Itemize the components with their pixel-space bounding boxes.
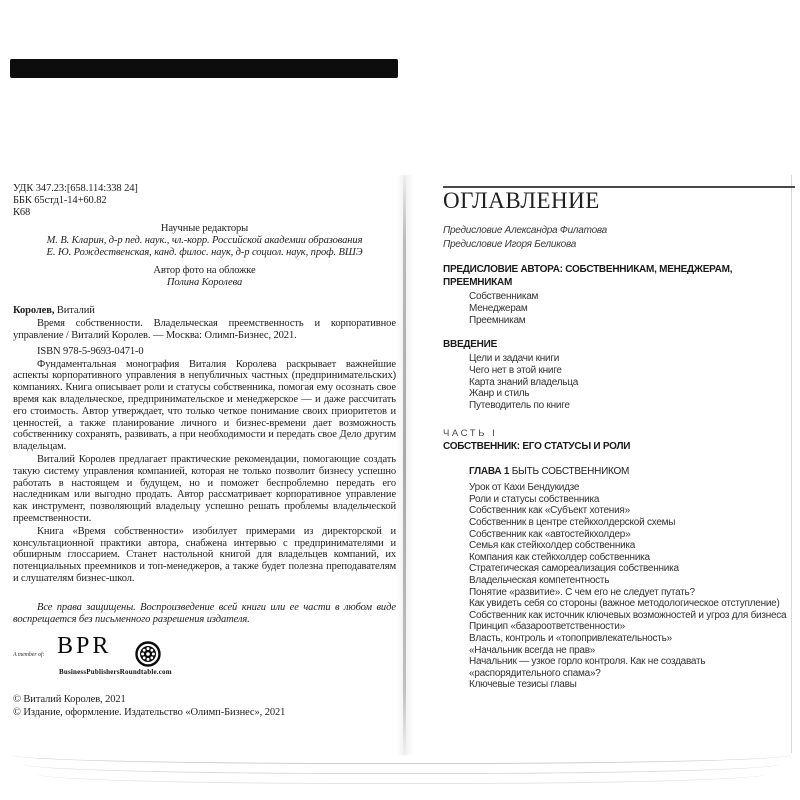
toc-entry: Семья как стейкхолдер собственника	[469, 540, 636, 552]
imprint-page	[13, 183, 396, 719]
annotation-paragraph-3: Книга «Время собственности» изобилует примерами из директорской и консультационной практики автора, снабжена интервью с предпринимателями и обширным глоссарием. Станет настольной книгой для владельцев компаний, их потенциальных преемников и топ-менеджеров, а также будет полезна преподавателям и слушателям бизнес-школ.	[13, 525, 396, 584]
toc-entry: Преемникам	[469, 314, 526, 326]
toc-title: ОГЛАВЛЕНИЕ	[443, 188, 600, 213]
toc-entry: Принцип «базароответственности»	[469, 621, 625, 633]
toc-part-1	[443, 427, 795, 454]
toc-entry: Менеджерам	[469, 302, 528, 314]
annotation-paragraph-1: Фундаментальная монография Виталия Королева раскрывает важнейшие аспекты корпоративного управления в непубличных частных (предпринимательских) компаниях. Книга описывает роли и статусы собственника, помогая ему осознать свое время как владельческое, предпринимательское и менеджерское — и даже рассчитать его стоимость. Автор утверждает, что только четкое понимание своих приоритетов и ценностей, а также планирование личного и бизнес-времени дает возможность собственнику сохранять, развивать, а при необходимости и передать свое Дело другим владельцам.	[13, 358, 396, 453]
toc-entry: Начальник — узкое горло контроля. Как не создавать «распорядительного спама»?	[469, 656, 706, 679]
author-surname: Королев,	[13, 305, 55, 317]
publisher-logo-block	[13, 633, 396, 685]
toc-section-heading: ПРЕДИСЛОВИЕ АВТОРА: СОБСТВЕННИКАМ, МЕНЕДЖЕРАМ, ПРЕЕМНИКАМ	[443, 264, 733, 288]
copyright-publisher: © Издание, оформление. Издательство «Олимп-Бизнес», 2021	[13, 707, 286, 719]
classification-block	[13, 183, 396, 218]
toc-chapter-1	[443, 465, 795, 691]
rights-notice: Все права защищены. Воспроизведение всей книги или ее части в любом виде воспрещается без письменного разрешения издателя.	[13, 601, 396, 625]
toc-section-heading: ВВЕДЕНИЕ	[443, 338, 497, 350]
book-code-line: К68	[13, 206, 31, 218]
editors-heading: Научные редакторы	[160, 223, 249, 235]
toc-entry: «Начальник всегда не прав»	[469, 644, 596, 656]
author-line	[13, 305, 396, 317]
page-block-bottom-edge	[36, 774, 766, 784]
toc-entry: Собственник как «автостейкхолдер»	[469, 528, 631, 540]
toc-part-label: ЧАСТЬ I	[443, 428, 498, 440]
editor-1: М. В. Кларин, д-р пед. наук., чл.-корр. Российской академии образования	[46, 235, 363, 247]
toc-entry: Чего нет в этой книге	[469, 364, 562, 376]
toc-prefaces	[443, 224, 795, 252]
toc-entry: Как увидеть себя со стороны (важное методологическое отступление)	[469, 598, 780, 610]
toc-entry: Собственник как источник ключевых возможностей и угроз для бизнеса	[469, 609, 787, 621]
bibliographic-description: Время собственности. Владельческая преемственность и корпоративное управление / Виталий Королев. — Москва: Олимп-Бизнес, 2021.	[13, 318, 396, 341]
toc-entry: Стратегическая самореализация собственника	[469, 563, 679, 575]
photo-credit-author: Полина Королева	[166, 276, 243, 288]
toc-section-introduction	[443, 338, 795, 413]
toc-entry: Собственник как «Субъект хотения»	[469, 505, 630, 517]
toc-entry: Владельческая компетентность	[469, 575, 610, 586]
toc-entry: Собственникам	[469, 291, 539, 302]
toc-section-items	[443, 291, 795, 327]
page-block-bottom-edge	[22, 764, 780, 774]
toc-entry: Жанр и стиль	[469, 388, 530, 400]
annotation-paragraph-2: Виталий Королев предлагает практические рекомендации, помогающие создать такую систему управления компанией, которая не только позволит бизнесу успешно работать в настоящем и будущем, но и поможет беспроблемно передать его наследникам или выгодно продать. Автор рассматривает корпоративное управление как инструмент, позволяющий владельцу успешно решать проблемы владельческой преемственности.	[13, 453, 396, 524]
author-name: Виталий	[54, 305, 95, 317]
toc-part-title: СОБСТВЕННИК: ЕГО СТАТУСЫ И РОЛИ	[443, 441, 631, 453]
toc-chapter-heading	[469, 465, 795, 478]
page-block-bottom-edge	[12, 755, 790, 764]
science-editors-block	[13, 223, 396, 258]
photo-credit-block	[13, 265, 396, 289]
toc-entry: Цели и задачи книги	[469, 352, 560, 364]
udk-line: УДК 347.23:[658.114:338 24]	[13, 183, 138, 194]
bbk-line: ББК 65стд1-14+60.82	[13, 194, 107, 206]
toc-entry: Урок от Кахи Бендукидзе	[469, 482, 580, 494]
logo-member-of-label: A member of:	[13, 652, 45, 659]
toc-chapter-items	[469, 482, 795, 691]
toc-chapter-label: ГЛАВА 1	[469, 466, 510, 478]
book-cover-top-edge	[10, 59, 398, 78]
isbn-line: ISBN 978-5-9693-0471-0	[37, 345, 144, 357]
toc-entry: Понятие «развитие». С чем его не следует путать?	[469, 586, 695, 598]
toc-entry: Власть, контроль и «топопривлекательность»	[469, 632, 672, 644]
toc-preface-entry: Предисловие Игоря Беликова	[443, 239, 577, 250]
toc-entry: Роли и статусы собственника	[469, 493, 600, 505]
toc-entry: Карта знаний владельца	[469, 376, 579, 388]
copyright-author: © Виталий Королев, 2021	[13, 694, 126, 706]
book-gutter-line	[403, 170, 406, 758]
toc-entry: Путеводитель по книге	[469, 400, 570, 412]
toc-section-items	[443, 353, 795, 413]
toc-chapter-title: БЫТЬ СОБСТВЕННИКОМ	[509, 466, 630, 478]
copyright-block	[13, 693, 396, 719]
bpr-logo-text: BPR	[57, 633, 112, 660]
toc-entry: Компания как стейкхолдер собственника	[469, 551, 650, 563]
toc-section-author-preface	[443, 263, 795, 327]
toc-entry: Собственник в центре стейкхолдерской схемы	[469, 517, 676, 529]
photo-credit-heading: Автор фото на обложке	[153, 264, 256, 276]
logo-site-label: BusinessPublishersRoundtable.com	[59, 668, 172, 677]
toc-preface-entry: Предисловие Александра Филатова	[443, 225, 607, 236]
editor-2: Е. Ю. Рождественская, канд. филос. наук, д-р социол. наук, проф. ВШЭ	[46, 246, 363, 258]
toc-entry: Ключевые тезисы главы	[469, 679, 577, 691]
toc-page	[443, 186, 795, 691]
